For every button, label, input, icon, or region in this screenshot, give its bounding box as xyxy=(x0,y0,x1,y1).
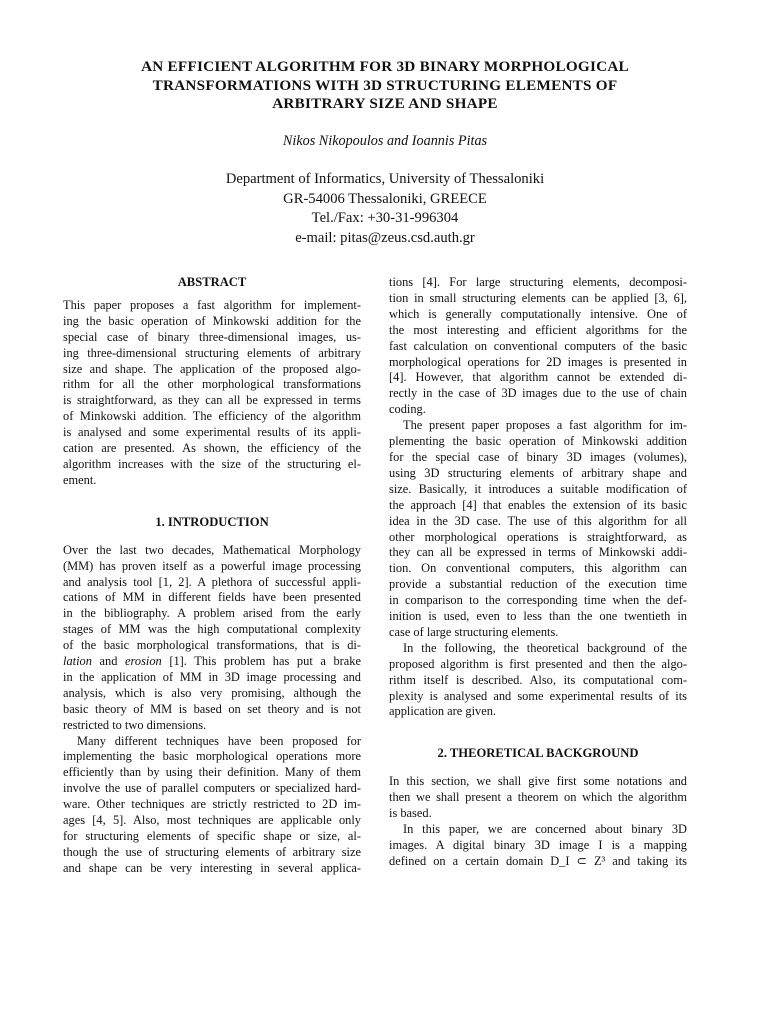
text-line: defined on a certain domain D_I ⊂ Z³ and taking its xyxy=(389,853,687,868)
text-line: Many different techniques have been proposed for xyxy=(77,733,361,748)
text-line: case of large structuring elements. xyxy=(389,624,559,639)
text-line: proposed algorithm is first presented and then the algo- xyxy=(389,656,687,671)
text-line: [4]. However, that algorithm cannot be extended di- xyxy=(389,370,687,385)
text-line: other morphological operations is straightforward, as xyxy=(389,529,687,544)
right-column xyxy=(389,275,687,870)
text-line: in the bibliography. A problem arised from the early xyxy=(63,606,361,621)
authors: Nikos Nikopoulos and Ioannis Pitas xyxy=(282,133,488,149)
text-line: The present paper proposes a fast algorithm for im- xyxy=(403,418,687,433)
introduction-continued-paragraph xyxy=(389,275,687,418)
term-dilation: lation xyxy=(63,654,92,669)
text-line: ages [4, 5]. Also, most techniques are applicable only xyxy=(63,813,361,828)
text-line: the most interesting and efficient algorithms for the xyxy=(389,322,687,337)
text-line: in comparison to the corresponding time when the def- xyxy=(389,593,687,608)
introduction-paragraph xyxy=(389,418,687,641)
left-column xyxy=(63,275,361,877)
theory-paragraph xyxy=(389,774,687,822)
text-line: ing three-dimensional structuring elements of arbitrary xyxy=(63,345,361,360)
text-line: they can all be expressed in terms of Minkowski addi- xyxy=(389,545,687,560)
text-line: cations of MM in different fields have been presented xyxy=(63,590,361,605)
text-line: In this paper, we are concerned about binary 3D xyxy=(403,822,687,836)
text-line: efficiently than by using their definition. Many of them xyxy=(63,765,361,780)
text-line: fast calculation on conventional computers of the basic xyxy=(389,338,687,353)
text-line: In the following, the theoretical background of the xyxy=(403,640,687,655)
text-line: (MM) has proven itself as a powerful image processing xyxy=(63,558,361,573)
text-line: rithm itself is described. Also, its computational com- xyxy=(389,672,687,687)
text-line: the approach [4] that enables the extension of its basic xyxy=(389,497,687,512)
text-line: application are given. xyxy=(389,704,496,719)
introduction-paragraph xyxy=(63,543,361,734)
text-line: cation are presented. As shown, the efficiency of the xyxy=(63,441,361,456)
text-line: tions [4]. For large structuring elements, decomposi- xyxy=(389,275,687,289)
text-line: for structuring elements of specific shape or size, al- xyxy=(63,829,361,843)
text-line: size. Basically, it introduces a suitable modification of xyxy=(389,481,687,496)
text-line: of Minkowski addition. The efficiency of the algorithm xyxy=(63,409,361,424)
paper-title xyxy=(60,58,710,114)
text-line: coding. xyxy=(389,402,426,417)
text-line: which is generally computationally intensive. One of xyxy=(389,306,687,321)
text-line: provide a substantial reduction of the execution time xyxy=(389,577,687,592)
text-line: Over the last two decades, Mathematical Morphology xyxy=(63,542,361,557)
text-line: though the use of structuring elements of arbitrary size xyxy=(63,844,361,859)
text-line: ement. xyxy=(63,472,97,487)
text-line: idea in the 3D case. The use of this algorithm for all xyxy=(389,513,687,528)
title-line: ARBITRARY SIZE AND SHAPE xyxy=(272,95,498,112)
text-line: morphological operations for 2D images is presented in xyxy=(389,354,687,369)
text-line: is based. xyxy=(389,806,432,821)
text-line xyxy=(63,654,361,670)
text-line: stages of MM was the high computational complexity xyxy=(63,622,361,637)
text-line: then we shall present a theorem on which the algorithm xyxy=(389,790,687,805)
text-line: is straightforward, as they can all be expressed in terms xyxy=(63,393,361,408)
text-line: in the application of MM in 3D image processing and xyxy=(63,669,361,684)
text-line: involve the use of parallel computers or specialized hard- xyxy=(63,781,361,796)
text-line: tion. On conventional computers, this algorithm can xyxy=(389,561,687,576)
title-line: AN EFFICIENT ALGORITHM FOR 3D BINARY MORPHOLOGICAL xyxy=(141,58,629,75)
abstract-text xyxy=(63,298,361,489)
introduction-heading: 1. INTRODUCTION xyxy=(155,514,269,529)
text-line: special case of binary three-dimensional images, us- xyxy=(63,329,361,344)
affiliation-line: Tel./Fax: +30-31-996304 xyxy=(311,210,459,226)
affiliation-line: GR-54006 Thessaloniki, GREECE xyxy=(283,190,487,207)
text-line: rithm for all the other morphological transformations xyxy=(63,377,361,392)
text-line: In this section, we shall give first some notations and xyxy=(389,774,687,789)
text-line: basic theory of MM is based on set theory and is not xyxy=(63,701,361,716)
text-line: and shape can be very interesting in several applica- xyxy=(63,860,361,875)
affiliation xyxy=(60,170,710,248)
theory-paragraph xyxy=(389,822,687,870)
text-line: is analysed and some experimental results of its appli- xyxy=(63,425,361,440)
title-line: TRANSFORMATIONS WITH 3D STRUCTURING ELEMENTS OF xyxy=(152,76,618,94)
text-line: plementing the basic operation of Minkowski addition xyxy=(389,434,687,449)
theory-heading: 2. THEORETICAL BACKGROUND xyxy=(437,746,639,761)
text-line: rectly in the case of 3D images due to the use of chain xyxy=(389,386,687,401)
abstract-heading: ABSTRACT xyxy=(177,275,247,289)
text-line: implementing the basic morphological operations more xyxy=(63,749,361,764)
text-line: and analysis tool [1, 2]. A plethora of successful appli- xyxy=(63,574,361,589)
text-line: ing the basic operation of Minkowski addition for the xyxy=(63,313,361,328)
text-line: analysis, which is also very promising, although the xyxy=(63,685,361,700)
text-line: of the basic morphological transformations, that is di- xyxy=(63,638,361,653)
affiliation-line: Department of Informatics, University of Thessaloniki xyxy=(225,171,545,187)
text-line: This paper proposes a fast algorithm for implement- xyxy=(63,297,361,312)
text-line: inition is used, even to less than the one twentieth in xyxy=(389,609,687,624)
text-line: plexity is analysed and some experimental results of its xyxy=(389,688,687,703)
text-fragment: and xyxy=(91,654,126,669)
introduction-paragraph xyxy=(63,734,361,877)
term-erosion: erosion xyxy=(125,654,162,669)
text-line: using 3D structuring elements of arbitrary shape and xyxy=(389,465,687,480)
email: e-mail: pitas@zeus.csd.auth.gr xyxy=(295,229,475,246)
introduction-paragraph xyxy=(389,641,687,721)
text-line: images. A digital binary 3D image I is a mapping xyxy=(389,837,687,852)
text-line: size and shape. The application of the proposed algo- xyxy=(63,361,361,376)
text-line: tion in small structuring elements can be applied [3, 6], xyxy=(389,290,687,305)
text-line: ware. Other techniques are strictly restricted to 2D im- xyxy=(63,797,361,812)
text-line: restricted to two dimensions. xyxy=(63,717,207,732)
text-line: algorithm increases with the size of the structuring el- xyxy=(63,456,361,471)
text-line: for the special case of binary 3D images (volumes), xyxy=(389,449,687,464)
text-fragment: [1]. This problem has put a brake xyxy=(161,654,361,669)
